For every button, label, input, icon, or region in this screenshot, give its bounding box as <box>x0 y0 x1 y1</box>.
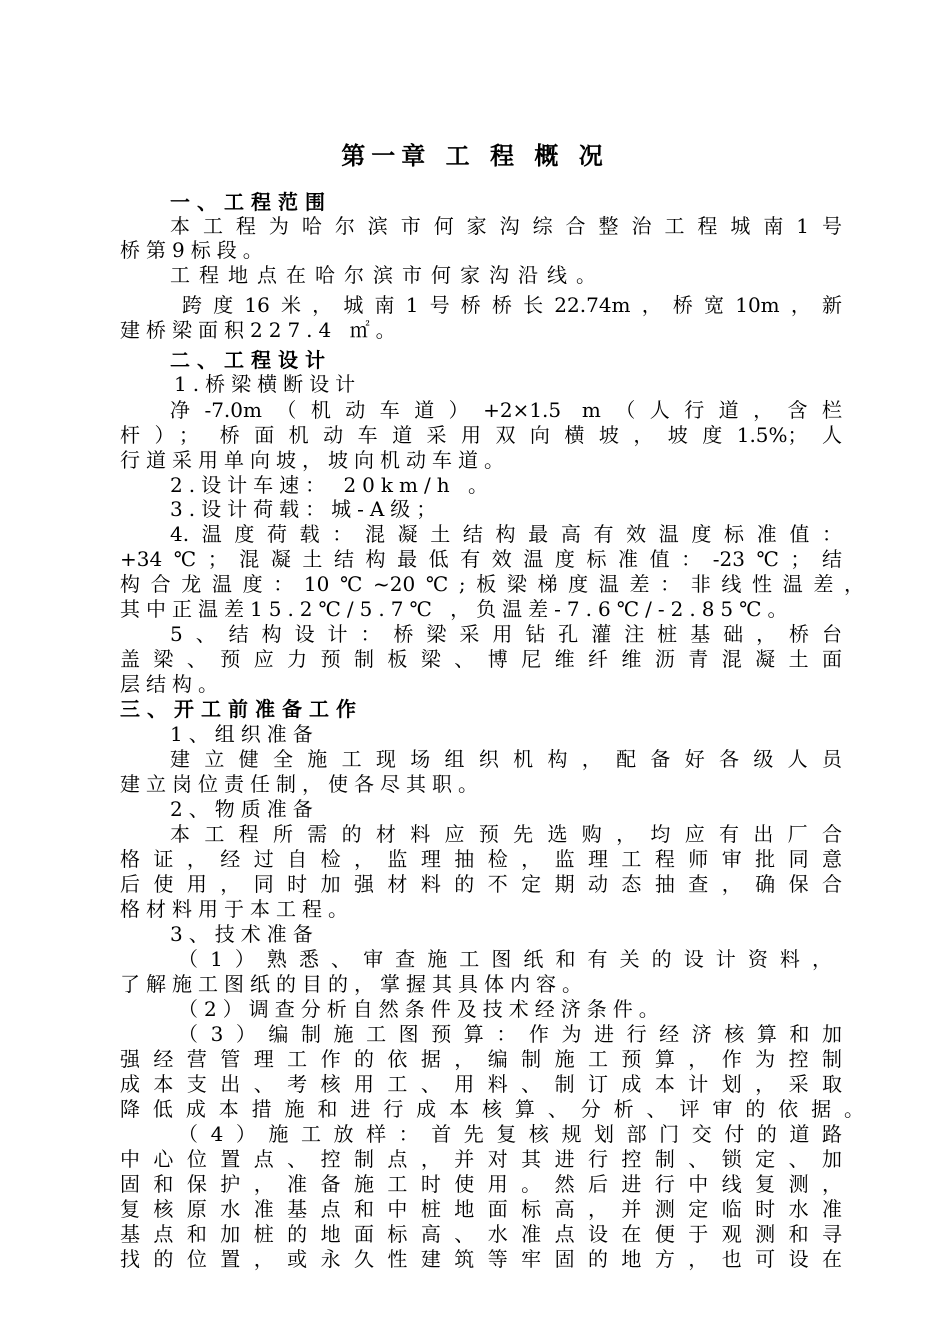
paragraph-line: 降低成本措施和进行成本核算、分析、评审的依据。 <box>120 1097 864 1121</box>
paragraph-line: 3.设计荷载：城-A级； <box>170 497 443 521</box>
paragraph-line: 构合龙温度：10℃~20℃;板梁梯度温差：非线性温差， <box>120 572 864 596</box>
paragraph-line: 固和保护，准备施工时使用。然后进行中线复测， <box>120 1172 842 1196</box>
paragraph-line: 成本支出、考核用工、用料、制订成本计划，采取 <box>120 1072 842 1096</box>
chapter-title: 第一章 工 程 概 况 <box>341 141 609 170</box>
paragraph-line: 强经营管理工作的依据，编制施工预算，作为控制 <box>120 1047 842 1071</box>
paragraph-line: +34℃；混凝土结构最低有效温度标准值：-23℃；结 <box>120 547 842 571</box>
paragraph-line: 基点和加桩的地面标高、水准点设在便于观测和寻 <box>120 1222 842 1246</box>
paragraph-line: 盖梁、预应力预制板梁、博尼维纤维沥青混凝土面 <box>120 647 842 671</box>
paragraph-line: （3）编制施工图预算：作为进行经济核算和加 <box>178 1022 842 1046</box>
paragraph-line: 5、结构设计：桥梁采用钻孔灌注桩基础，桥台 <box>170 622 842 646</box>
section-heading: 二、工程设计 <box>170 348 332 372</box>
paragraph-line: 2.设计车速： 20km/h 。 <box>170 473 494 497</box>
paragraph-line: 工程地点在哈尔滨市何家沟沿线。 <box>170 263 605 287</box>
paragraph-line: （2）调查分析自然条件及技术经济条件。 <box>178 997 665 1021</box>
paragraph-line: 建立岗位责任制，使各尽其职。 <box>120 772 484 796</box>
subsection-heading: 2、物质准备 <box>170 797 319 821</box>
paragraph-line: 其中正温差15.2℃/5.7℃ ，负温差-7.6℃/-2.85℃。 <box>120 597 794 621</box>
paragraph-line: 杆）； 桥面机动车道采用双向横坡，坡度1.5%；人 <box>120 423 842 447</box>
section-heading: 一、工程范围 <box>170 190 332 214</box>
paragraph-line: （1）熟悉、审查施工图纸和有关的设计资料， <box>178 947 832 971</box>
paragraph-line: （4）施工放样：首先复核规划部门交付的道路 <box>178 1122 842 1146</box>
paragraph-line: 格证，经过自检，监理抽检，监理工程师审批同意 <box>120 847 842 871</box>
paragraph-line: 中心位置点、控制点，并对其进行控制、锁定、加 <box>120 1147 842 1171</box>
paragraph-line: 了解施工图纸的目的，掌握其具体内容。 <box>120 972 588 996</box>
paragraph-line: 层结构。 <box>120 672 224 696</box>
subsection-heading: 1、组织准备 <box>170 722 319 746</box>
paragraph-line: 复核原水准基点和中桩地面标高，并测定临时水准 <box>120 1197 842 1221</box>
paragraph-line: 本工程所需的材料应预先选购，均应有出厂合 <box>170 822 842 846</box>
paragraph-line: 桥第9标段。 <box>120 238 269 262</box>
section-heading: 三、开工前准备工作 <box>120 697 363 721</box>
paragraph-line: 建桥梁面积227.4 ㎡。 <box>120 318 402 342</box>
subsection-heading: 1.桥梁横断设计 <box>174 372 362 396</box>
paragraph-line: 找的位置，或永久性建筑等牢固的地方，也可设在 <box>120 1247 842 1271</box>
paragraph-line: 本工程为哈尔滨市何家沟综合整治工程城南1号 <box>170 214 842 238</box>
paragraph-line: 4.温度荷载：混凝土结构最高有效温度标准值： <box>170 522 842 546</box>
paragraph-line: 跨度16米，城南1号桥桥长22.74m，桥宽10m，新 <box>182 293 842 317</box>
paragraph-line: 行道采用单向坡，坡向机动车道。 <box>120 448 510 472</box>
paragraph-line: 净-7.0m（机动车道）+2×1.5 m（人行道，含栏 <box>170 398 842 422</box>
paragraph-line: 建立健全施工现场组织机构，配备好各级人员 <box>170 747 842 771</box>
subsection-heading: 3、技术准备 <box>170 922 319 946</box>
paragraph-line: 格材料用于本工程。 <box>120 897 354 921</box>
paragraph-line: 后使用，同时加强材料的不定期动态抽查，确保合 <box>120 872 842 896</box>
